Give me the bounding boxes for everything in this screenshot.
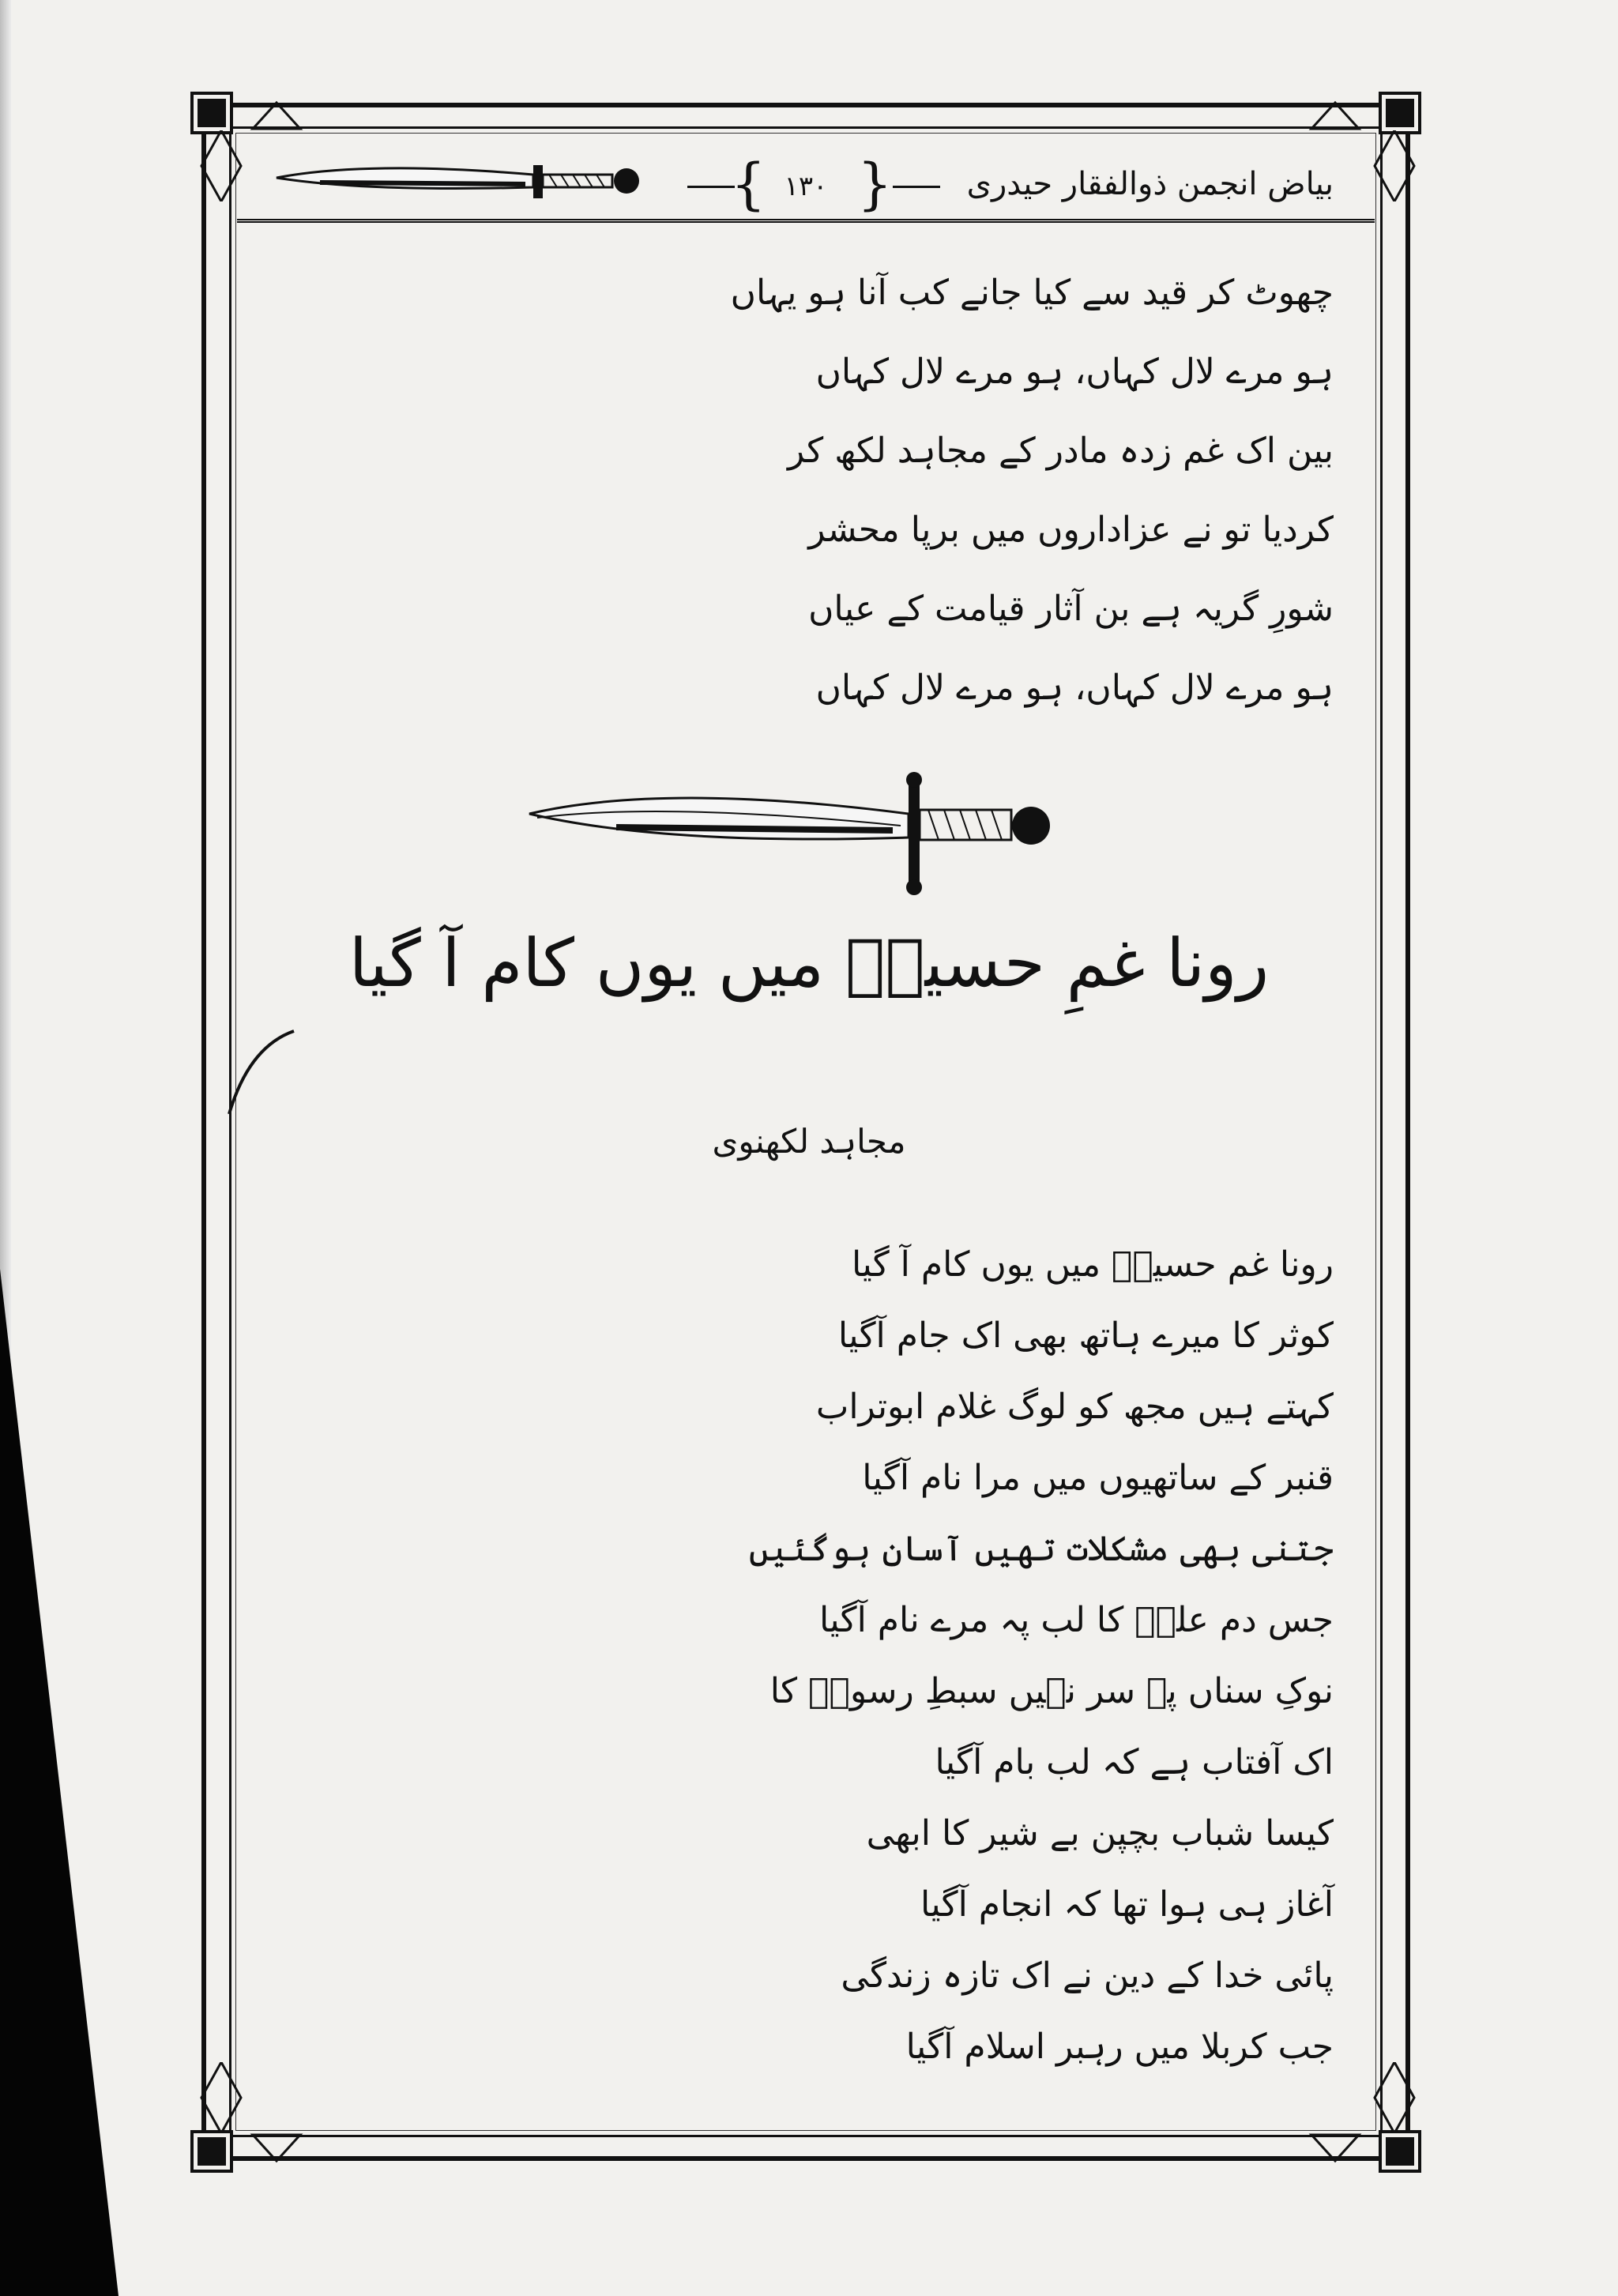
- stanza-line: شورِ گریہ ہے بن آثار قیامت کے عیاں: [808, 589, 1334, 629]
- page-number: ۱۳۰: [784, 171, 828, 202]
- poet-name: مجاہد لکھنوی: [712, 1122, 906, 1161]
- corner-ornament-top-right: [1382, 95, 1418, 131]
- diamond-ornament-bottom-right: [1371, 2062, 1418, 2133]
- header-rule-right: [893, 186, 940, 188]
- stanza-line: بین اک غم زدہ مادر کے مجاہد لکھ کر: [788, 431, 1334, 471]
- header-bracket-left: {: [731, 152, 766, 216]
- stanza-line: ہو مرے لال کہاں، ہو مرے لال کہاں: [815, 352, 1334, 392]
- pen-tick-mark: [221, 1027, 300, 1122]
- scan-shadow: [0, 1269, 119, 2296]
- poem-line: کہتے ہیں مجھ کو لوگ غلام ابوتراب: [815, 1387, 1334, 1427]
- corner-ornament-top-left: [194, 95, 230, 131]
- poem-line: کوثر کا میرے ہاتھ بھی اک جام آگیا: [837, 1315, 1334, 1356]
- header-bracket-right: }: [857, 152, 893, 216]
- corner-ornament-bottom-left: [194, 2133, 230, 2170]
- poem-line: جتنی بھی مشکلات تھیں آسان ہوگئیں: [748, 1529, 1334, 1569]
- poem-line: جب کربلا میں رہبر اسلام آگیا: [905, 2027, 1334, 2067]
- sword-icon: [273, 154, 668, 209]
- poem-line: قنبر کے ساتھیوں میں مرا نام آگیا: [862, 1458, 1334, 1498]
- stanza-line: ہو مرے لال کہاں، ہو مرے لال کہاں: [815, 668, 1334, 708]
- diamond-ornament-bottom-left: [198, 2062, 245, 2133]
- stanza-line: چھوٹ کر قید سے کیا جانے کب آنا ہو یہاں: [730, 273, 1334, 313]
- poem-line: آغاز ہی ہوا تھا کہ انجام آگیا: [920, 1884, 1334, 1925]
- poem-title: رونا غمِ حسینؑ میں یوں کام آ گیا: [348, 924, 1270, 1002]
- corner-ornament-bottom-right: [1382, 2133, 1418, 2170]
- poem-line: نوکِ سناں پہ سر نہیں سبطِ رسولؐ کا: [769, 1671, 1334, 1711]
- triangle-ornament-top: [237, 99, 1375, 130]
- poem-line: اک آفتاب ہے کہ لب بام آگیا: [935, 1742, 1334, 1782]
- poem-line: جس دم علیؑ کا لب پہ مرے نام آگیا: [818, 1600, 1334, 1640]
- stanza-line: کردیا تو نے عزاداروں میں برپا محشر: [808, 510, 1334, 550]
- poem-line: کیسا شباب بچپن بے شیر کا ابھی: [866, 1813, 1334, 1854]
- sword-divider-icon: [521, 770, 1059, 897]
- triangle-ornament-bottom: [237, 2133, 1375, 2165]
- header-rule-left: [687, 186, 735, 188]
- running-header-title: بیاض انجمن ذوالفقار حیدری: [966, 166, 1334, 202]
- poem-line: رونا غم حسینؑ میں یوں کام آ گیا: [852, 1244, 1334, 1285]
- diamond-ornament-top-right: [1371, 130, 1418, 201]
- poem-line: پائی خدا کے دین نے اک تازہ زندگی: [841, 1955, 1334, 1996]
